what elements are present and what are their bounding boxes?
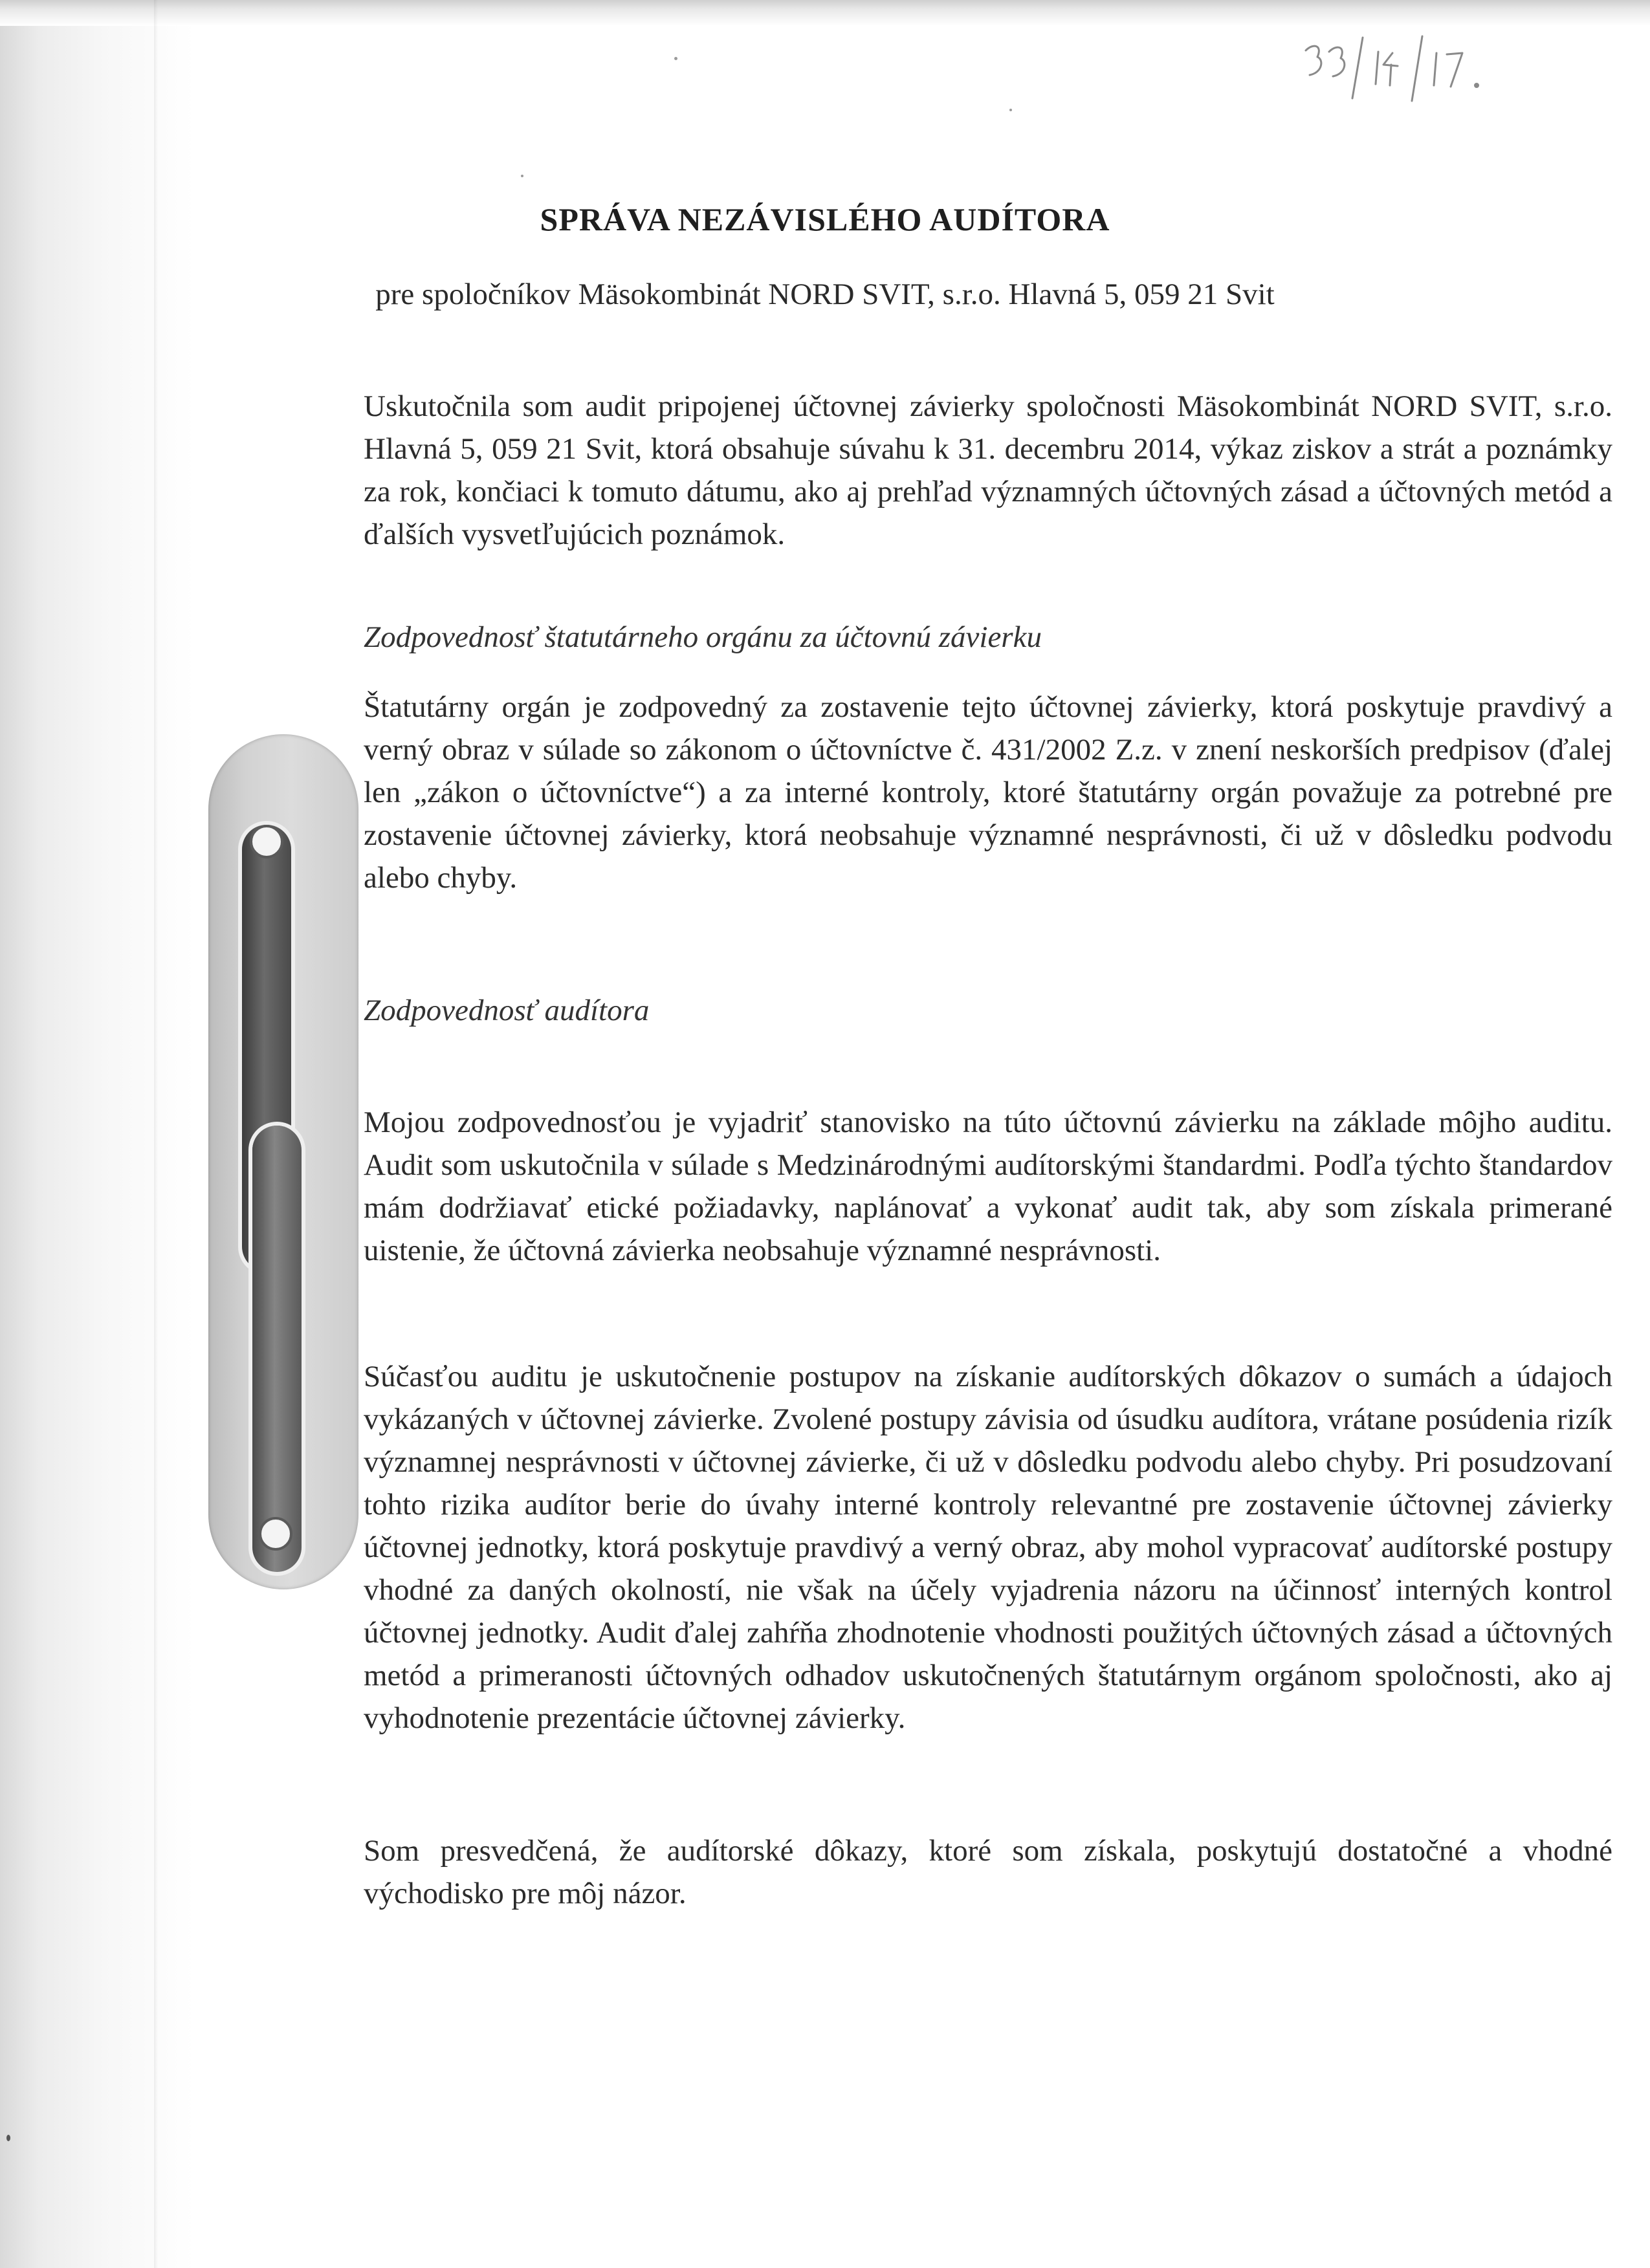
- handwritten-note-graphic: [1301, 26, 1534, 110]
- scan-speck: [674, 57, 677, 60]
- auditor-paragraph-3: Som presvedčená, že audítorské dôkazy, ktoré som získala, poskytujú dostatočné a vhodné východisko pre môj názor.: [364, 1834, 1612, 1910]
- handwritten-page-note: [1301, 26, 1534, 110]
- scan-speck: [1009, 109, 1012, 111]
- report-subtitle: pre spoločníkov Mäsokombinát NORD SVIT, s.r.o. Hlavná 5, 059 21 Svit: [375, 278, 1275, 311]
- scan-shading: [0, 0, 194, 2268]
- intro-paragraph: Uskutočnila som audit pripojenej účtovnej závierky spoločnosti Mäsokombinát NORD SVIT, s.r.o. Hlavná 5, 059 21 Svit, ktorá obsahuje súvahu k 31. decembru 2014, výkaz ziskov a strát a poznámky za rok, končiaci k tomuto dátumu, ako aj prehľad významných účtovných zásad a účtovných metód a ďalších vysvetľujúcich poznámok.: [364, 389, 1612, 551]
- scan-top-shading: [0, 0, 1650, 26]
- auditor-paragraph-1: Mojou zodpovednosťou je vyjadriť stanovisko na túto účtovnú závierku na základe môjho auditu. Audit som uskutočnila v súlade s Medzinárodnými audítorskými štandardmi. Podľa týchto štandardov mám dodržiavať etické požiadavky, naplánovať a vykonať audit tak, aby som získala primerané uistenie, že účtovná závierka neobsahuje významné nesprávnosti.: [364, 1106, 1612, 1267]
- binder-hole-lower: [259, 1517, 292, 1551]
- section-heading-auditor: Zodpovednosť audítora: [364, 994, 650, 1027]
- page-edge: [154, 0, 158, 2268]
- section-heading-statutory: Zodpovednosť štatutárneho orgánu za účtovnú závierku: [364, 620, 1042, 654]
- statutory-paragraph: Štatutárny orgán je zodpovedný za zostavenie tejto účtovnej závierky, ktorá poskytuje pravdivý a verný obraz v súlade so zákonom o účtovníctve č. 431/2002 Z.z. v znení neskorších predpisov (ďalej len „zákon o účtovníctve“) a za interné kontroly, ktoré štatutárny orgán považuje za potrebné pre zostavenie účtovnej závierky, ktorá neobsahuje významné nesprávnosti, či už v dôsledku podvodu alebo chyby.: [364, 690, 1612, 895]
- auditor-paragraph-2: Súčasťou auditu je uskutočnenie postupov na získanie audítorských dôkazov o sumách a údajoch vykázaných v účtovnej závierke. Zvolené postupy závisia od úsudku audítora, vrátane posúdenia rizík významnej nesprávnosti v účtovnej závierke, či už v dôsledku podvodu alebo chyby. Pri posudzovaní tohto rizika audítor berie do úvahy interné kontroly relevantné pre zostavenie účtovnej závierky účtovnej jednotky, ktorá poskytuje pravdivý a verný obraz, aby mohol vypracovať audítorské postupy vhodné za daných okolností, nie však na účely vyjadrenia názoru na účinnosť interných kontrol účtovnej jednotky. Audit ďalej zahŕňa zhodnotenie vhodnosti použitých účtovných zásad a účtovných metód a primeranosti účtovných odhadov uskutočnených štatutárnym orgánom spoločnosti, ako aj vyhodnotenie prezentácie účtovnej závierky.: [364, 1360, 1612, 1735]
- binder-slot-lower: [252, 1126, 302, 1572]
- binder-hole-upper: [250, 825, 283, 858]
- scan-speck: [6, 2135, 10, 2141]
- binder-clip: [208, 734, 358, 1589]
- scan-speck: [521, 175, 523, 177]
- report-title: SPRÁVA NEZÁVISLÉHO AUDÍTORA: [540, 201, 1110, 237]
